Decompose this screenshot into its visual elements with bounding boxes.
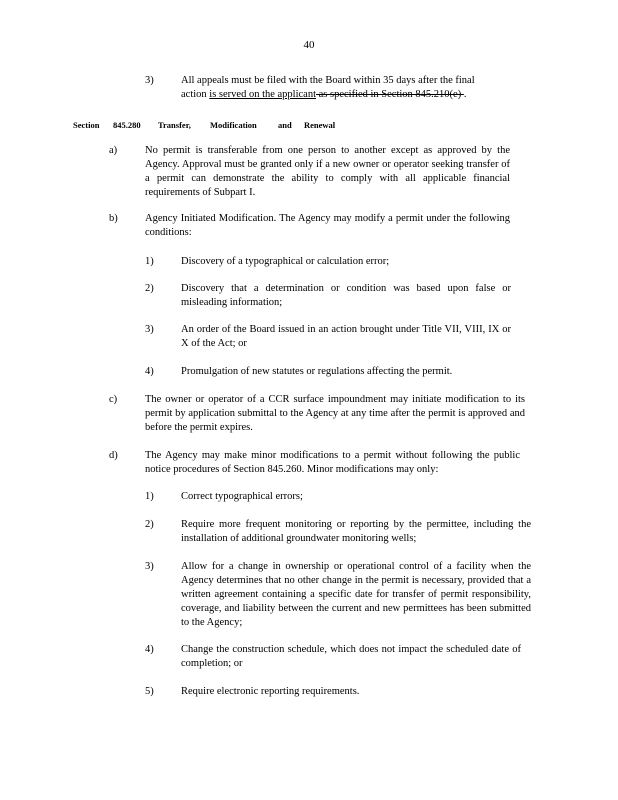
list-item-text: Allow for a change in ownership or operational control of a facility when the Agency determines that no other change in the permit is necessary, provided that a written agreement containing a specific date for transfer of permit responsibility, coverage, and liability between the current and new permittees has been submitted to the Agency; (181, 561, 531, 628)
intro-line2-suffix: . (463, 89, 467, 100)
list-item-number: 4) (145, 644, 154, 655)
list-item-text: Discovery that a determination or condition was based upon false or misleading information; (181, 283, 511, 308)
section-title-part1: Transfer, (158, 120, 191, 130)
section-title-part4: Renewal (304, 120, 336, 130)
section-heading (73, 118, 335, 132)
list-item-number: 5) (145, 686, 154, 697)
list-item-number: 3) (145, 324, 154, 335)
inserted-text: is served on the applicant (209, 89, 316, 100)
section-title-part2: Modification (210, 120, 257, 130)
intro-item-number: 3) (145, 75, 154, 86)
list-item-number: 2) (145, 283, 154, 294)
intro-line2-prefix: action (181, 89, 210, 100)
paragraph-b-label: b) (109, 213, 118, 224)
list-item-number: 1) (145, 256, 154, 267)
list-item-text: Discovery of a typographical or calculation error; (181, 256, 390, 267)
section-number: 845.280 (113, 120, 141, 130)
paragraph-a-label: a) (109, 145, 118, 156)
list-item-text: An order of the Board issued in an action brought under Title VII, VIII, IX or X of the Act; or (181, 324, 511, 349)
list-item-number: 4) (145, 366, 154, 377)
section-title-part3: and (278, 120, 292, 130)
struck-text: as specified in Section 845.210(e) (316, 89, 464, 100)
paragraph-d-text: The Agency may make minor modifications to a permit without following the public notice procedures of Section 845.260. Minor modifications may only: (145, 450, 520, 475)
page-number: 40 (303, 39, 315, 51)
intro-item-line1: All appeals must be filed with the Board within 35 days after the final (181, 75, 475, 86)
list-item-text: Correct typographical errors; (181, 491, 303, 502)
paragraph-b-text: Agency Initiated Modification. The Agency may modify a permit under the following conditions: (145, 213, 510, 238)
section-label: Section (73, 120, 100, 130)
paragraph-c-text: The owner or operator of a CCR surface impoundment may initiate modification to its permit by application submittal to the Agency at any time after the permit is approved and before the permit expires. (145, 394, 525, 433)
list-item-text: Require more frequent monitoring or reporting by the permittee, including the installation of additional groundwater monitoring wells; (181, 519, 531, 544)
list-item-number: 1) (145, 491, 154, 502)
paragraph-c-label: c) (109, 394, 118, 405)
list-item-number: 3) (145, 561, 154, 572)
list-item-text: Change the construction schedule, which does not impact the scheduled date of completion; or (181, 644, 521, 669)
list-item-number: 2) (145, 519, 154, 530)
intro-item-line2 (181, 88, 517, 102)
paragraph-d-label: d) (109, 450, 118, 461)
paragraph-a-text: No permit is transferable from one person to another except as approved by the Agency. Approval must be granted only if a new owner or operator seeking transfer of a permit can demonstrate the ability to comply with all applicable financial requirements of Subpart I. (145, 145, 510, 198)
list-item-text: Promulgation of new statutes or regulations affecting the permit. (181, 366, 453, 377)
list-item-text: Require electronic reporting requirements. (181, 686, 360, 697)
intro-item-text (181, 74, 517, 102)
